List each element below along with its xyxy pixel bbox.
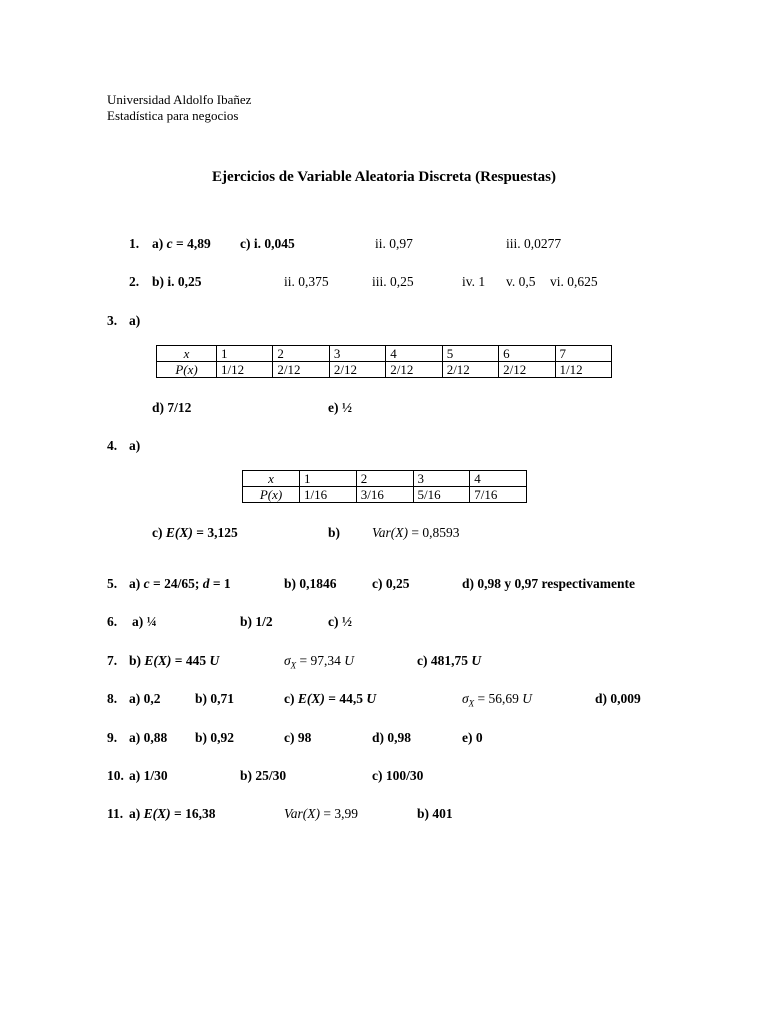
answer-8d: d) 0,009 xyxy=(595,691,641,706)
table-cell: 1 xyxy=(217,346,273,362)
item-number: 2. xyxy=(129,274,140,289)
table-cell: 2 xyxy=(273,346,329,362)
item-number: 11. xyxy=(107,806,124,821)
item-number: 4. xyxy=(107,438,118,453)
answer-11 xyxy=(0,804,768,824)
answer-6b: b) 1/2 xyxy=(240,614,273,629)
table-cell: 2 xyxy=(356,471,413,487)
answer-3e: e) ½ xyxy=(328,400,352,415)
table-cell: 1/12 xyxy=(217,362,273,378)
answer-10c: c) 100/30 xyxy=(372,768,424,783)
table-cell: 3/16 xyxy=(356,487,413,503)
answer-1c-iii: iii. 0,0277 xyxy=(506,236,562,251)
table-cell: 1 xyxy=(300,471,357,487)
table-cell: 2/12 xyxy=(329,362,385,378)
table-header-px: P(x) xyxy=(157,362,217,378)
answer-2b-vi: vi. 0,625 xyxy=(550,274,598,289)
answer-6a: a) ¼ xyxy=(132,614,157,629)
answer-8a: a) 0,2 xyxy=(129,691,161,706)
distribution-table-4 xyxy=(242,470,527,503)
item-number: 1. xyxy=(129,236,140,251)
table-cell: 2/12 xyxy=(442,362,498,378)
answer-5c: c) 0,25 xyxy=(372,576,410,591)
item-number: 5. xyxy=(107,576,118,591)
table-row xyxy=(243,487,527,503)
table-header-x: x xyxy=(243,471,300,487)
answer-2b: b) i. 0,25 xyxy=(152,274,202,289)
answer-7b: b) E(X) = 445 U xyxy=(129,653,220,668)
answer-10b: b) 25/30 xyxy=(240,768,287,783)
table-cell: 4 xyxy=(386,346,442,362)
answer-9 xyxy=(0,728,768,748)
answer-8-sigma: $\sigma_X = 56,69$ U xyxy=(462,691,533,709)
answer-9d: d) 0,98 xyxy=(372,730,412,745)
page-title: Ejercicios de Variable Aleatoria Discreta (Respuestas) xyxy=(212,169,556,185)
table-cell: 1/16 xyxy=(300,487,357,503)
answer-8b: b) 0,71 xyxy=(195,691,235,706)
answer-4 xyxy=(0,436,768,456)
answer-5b: b) 0,1846 xyxy=(284,576,337,591)
item-number: 3. xyxy=(107,313,118,328)
answer-7 xyxy=(0,651,768,671)
item-number: 10. xyxy=(107,768,124,783)
item-number: 7. xyxy=(107,653,118,668)
answer-3d: d) 7/12 xyxy=(152,400,192,415)
answer-9e: e) 0 xyxy=(462,730,483,745)
distribution-table-3 xyxy=(156,345,612,378)
answer-2b-v: v. 0,5 xyxy=(506,274,536,289)
answer-1a: a) c = 4,89 xyxy=(152,236,211,251)
answer-3-de xyxy=(0,398,768,418)
answer-7c: c) 481,75 U xyxy=(417,653,482,668)
table-cell: 1/12 xyxy=(555,362,611,378)
table-cell: 7 xyxy=(555,346,611,362)
answer-2b-iv: iv. 1 xyxy=(462,274,486,289)
answer-9a: a) 0,88 xyxy=(129,730,168,745)
answer-5a: a) c = 24/65; d = 1 xyxy=(129,576,231,591)
table-cell: 2/12 xyxy=(499,362,555,378)
answer-10a: a) 1/30 xyxy=(129,768,168,783)
answer-8 xyxy=(0,689,768,709)
table-cell: 7/16 xyxy=(470,487,527,503)
table-cell: 3 xyxy=(413,471,470,487)
answer-1 xyxy=(0,234,768,254)
table-header-px: P(x) xyxy=(243,487,300,503)
answer-4c: c) E(X) = 3,125 xyxy=(152,525,238,540)
answer-11a: a) E(X) = 16,38 xyxy=(129,806,216,821)
table-cell: 2/12 xyxy=(273,362,329,378)
course-name: Estadística para negocios xyxy=(107,108,239,123)
answer-7-sigma: $\sigma_X = 97,34$ U xyxy=(284,653,355,671)
answer-1c: c) i. 0,045 xyxy=(240,236,295,251)
table-cell: 3 xyxy=(329,346,385,362)
answer-11-var: Var(X) = 3,99 xyxy=(284,806,358,821)
answer-4a: a) xyxy=(129,438,141,453)
table-row xyxy=(157,346,612,362)
item-number: 8. xyxy=(107,691,118,706)
table-cell: 5/16 xyxy=(413,487,470,503)
item-number: 9. xyxy=(107,730,118,745)
table-cell: 2/12 xyxy=(386,362,442,378)
table-cell: 5 xyxy=(442,346,498,362)
university-name: Universidad Aldolfo Ibañez xyxy=(107,92,252,107)
table-cell: 4 xyxy=(470,471,527,487)
answer-1c-ii: ii. 0,97 xyxy=(375,236,413,251)
answer-4b-label: b) xyxy=(328,525,341,540)
answer-6 xyxy=(0,612,768,632)
item-number: 6. xyxy=(107,614,118,629)
answer-9b: b) 0,92 xyxy=(195,730,235,745)
table-row xyxy=(243,471,527,487)
answer-11b: b) 401 xyxy=(417,806,453,821)
answer-6c: c) ½ xyxy=(328,614,352,629)
answer-4-cb xyxy=(0,523,768,543)
answer-2b-ii: ii. 0,375 xyxy=(284,274,329,289)
table-row xyxy=(157,362,612,378)
answer-10 xyxy=(0,766,768,786)
answer-2b-iii: iii. 0,25 xyxy=(372,274,414,289)
answer-4b: Var(X) = 0,8593 xyxy=(372,525,460,540)
answer-2 xyxy=(0,272,768,292)
answer-9c: c) 98 xyxy=(284,730,312,745)
answer-3 xyxy=(0,311,768,331)
answer-5 xyxy=(0,574,768,594)
answer-5d: d) 0,98 y 0,97 respectivamente xyxy=(462,576,635,591)
table-cell: 6 xyxy=(499,346,555,362)
answer-3a: a) xyxy=(129,313,141,328)
table-header-x: x xyxy=(157,346,217,362)
answer-8c: c) E(X) = 44,5 U xyxy=(284,691,377,706)
